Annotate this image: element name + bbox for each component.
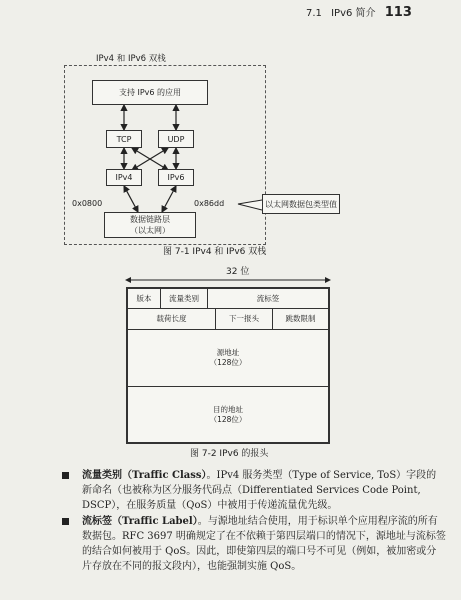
ethertype-callout-text: 以太网数据包类型值 [265,199,337,209]
application-label: 支持 IPv6 的应用 [118,88,182,97]
bullet-term: 流量类别（Traffic Class） [82,470,207,481]
flow-label-label: 流标签 [256,293,280,303]
udp-label: UDP [167,134,185,144]
next-header-label: 下一报头 [229,314,259,323]
ipv6-header-diagram [126,287,330,444]
ipv6-label: IPv6 [167,173,185,182]
figure2-caption: 图 7-2 IPv6 的报头 [190,449,269,459]
source-address-label: 源地址 [216,348,240,357]
bit-width-label: 32 位 [226,267,250,277]
list-item [60,514,446,574]
bullet-text: 。与源地址结合使用，用于标识单个应用程序流的所有数据包。RFC 3697 明确规定了在不依赖于第四层端口的情况下，源地址与流标签的结合如何被用于 QoS。因此，即使第四层的端口号不可见（例如，被加密或分片存放在不同的报文段内），也能强制实施 QoS。 [82,516,446,572]
ipv4-label: IPv4 [115,173,133,182]
source-address-bits: （128位） [209,358,247,367]
bullet-list [60,468,446,575]
bullet-square-icon [62,518,69,525]
bullet-term: 流标签（Traffic Label） [82,516,198,527]
payload-length-field [127,308,216,330]
destination-address-label: 目的地址 [213,404,243,414]
section-title: IPv6 简介 [331,8,376,19]
page-number: 113 [384,5,412,20]
data-link-layer-label: 数据链路层 [130,215,170,224]
traffic-class-field [160,288,208,309]
figure1-caption: 图 7-1 IPv4 和 IPv6 双栈 [163,247,267,257]
section-number: 7.1 [306,8,322,19]
source-address-field [127,329,329,387]
hop-limit-field [272,308,329,330]
tcp-label: TCP [116,134,132,144]
hop-limit-label: 跳数限制 [285,314,316,323]
version-field [127,288,161,309]
destination-address-field [127,386,329,443]
flow-label-field [207,288,329,309]
payload-length-label: 载荷长度 [156,314,187,323]
figure1-title: IPv4 和 IPv6 双栈 [96,54,166,64]
next-header-field [215,308,273,330]
ethertype-ipv4: 0x0800 [72,199,103,208]
bullet-text: 。IPv4 服务类型（Type of Service, ToS）字段的新命名（也被称为区分服务代码点（Differentiated Services Code Point, DSCP），在服务质量（QoS）中被用于传递流量优先级。 [82,470,437,511]
bullet-square-icon [62,472,69,479]
list-item [60,468,446,513]
traffic-class-label: 流量类别 [169,293,199,303]
version-label: 版本 [136,293,152,303]
ethertype-ipv6: 0x86dd [194,199,225,208]
ethernet-label: （以太网） [130,226,170,235]
destination-address-bits: （128位） [209,414,247,424]
